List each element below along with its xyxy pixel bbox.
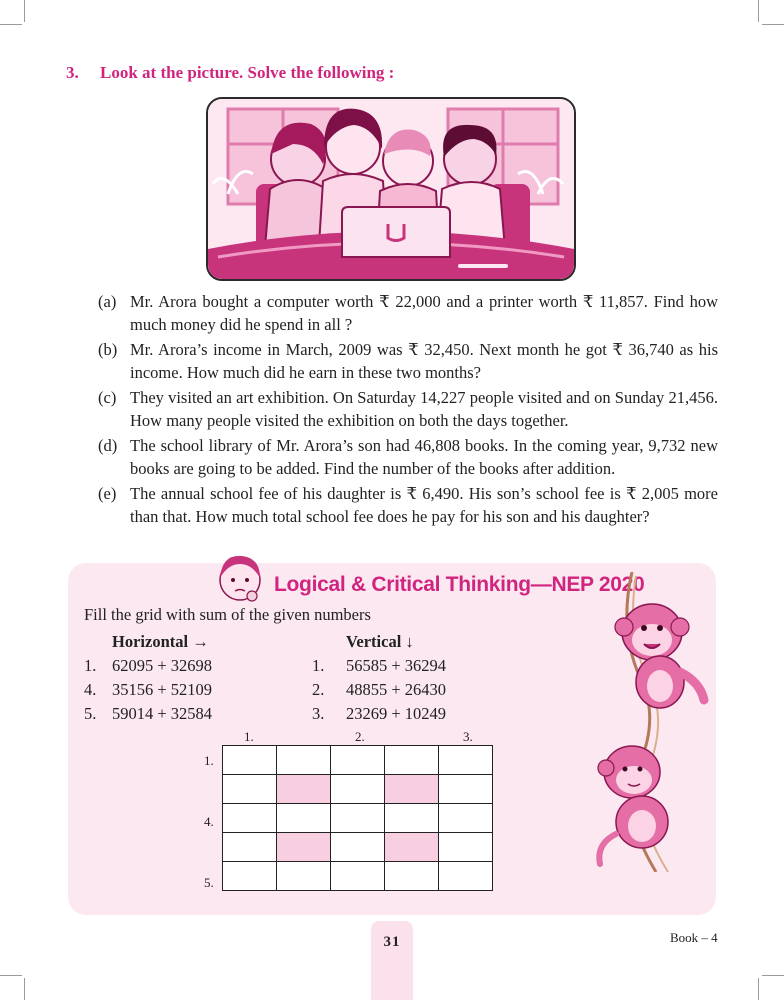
horizontal-clue xyxy=(84,680,212,700)
question-number: 3. xyxy=(66,63,79,82)
clue-number: 1. xyxy=(84,656,97,675)
question-heading xyxy=(66,63,394,83)
item-label: (b) xyxy=(98,340,118,359)
item-text: Mr. Arora’s income in March, 2009 was ₹ 32,450. Next month he got ₹ 36,740 as his income. How much did he earn in these two months? xyxy=(130,340,718,382)
grid-cell[interactable] xyxy=(439,833,493,862)
grid-cell[interactable] xyxy=(331,833,385,862)
horizontal-clue xyxy=(84,704,212,724)
grid-cell[interactable] xyxy=(331,746,385,775)
grid-cell[interactable] xyxy=(439,804,493,833)
grid-cell[interactable] xyxy=(331,862,385,891)
list-item xyxy=(98,386,718,432)
crop-mark xyxy=(24,978,25,1000)
clue-number: 3. xyxy=(312,704,325,723)
list-item xyxy=(98,434,718,480)
vertical-heading: Vertical ↓ xyxy=(346,632,414,651)
list-item xyxy=(98,482,718,528)
grid-cell-blocked xyxy=(277,775,331,804)
vertical-clue xyxy=(312,656,446,676)
monkey-icon xyxy=(592,572,716,872)
grid-cell-blocked xyxy=(385,833,439,862)
grid-column-label: 2. xyxy=(355,729,365,744)
clue-text: 48855 + 26430 xyxy=(346,680,447,699)
crop-mark xyxy=(758,0,759,22)
item-text: The annual school fee of his daughter is ₹ 6,490. His son’s school fee is ₹ 2,005 more than that. How much total school fee does he pay for his son and his daughter? xyxy=(130,484,718,526)
horizontal-clue xyxy=(84,656,212,676)
grid-cell-blocked xyxy=(385,775,439,804)
book-label: Book – 4 xyxy=(670,930,718,945)
item-label: (c) xyxy=(98,388,117,407)
grid-cell-blocked xyxy=(277,833,331,862)
thinking-girl-icon xyxy=(212,550,268,606)
grid-row-label: 4. xyxy=(204,814,214,829)
item-text: The school library of Mr. Arora’s son had 46,808 books. In the coming year, 9,732 new books are going to be added. Find the number of the books after addition. xyxy=(130,436,718,478)
clue-number: 5. xyxy=(84,704,97,723)
grid-row xyxy=(223,862,493,891)
grid-cell[interactable] xyxy=(277,804,331,833)
crop-mark xyxy=(0,975,22,976)
clue-text: 62095 + 32698 xyxy=(112,656,213,675)
crop-mark xyxy=(24,0,25,22)
list-item xyxy=(98,338,718,384)
grid-row xyxy=(223,775,493,804)
crop-mark xyxy=(758,978,759,1000)
grid-cell[interactable] xyxy=(223,775,277,804)
item-text: They visited an art exhibition. On Saturday 14,227 people visited and on Sunday 21,456. How many people visited the exhibition on both the days together. xyxy=(130,388,718,430)
list-item xyxy=(98,290,718,336)
item-label: (e) xyxy=(98,484,117,503)
grid-cell[interactable] xyxy=(223,862,277,891)
grid-cell[interactable] xyxy=(331,804,385,833)
crop-mark xyxy=(0,24,22,25)
grid-row-label: 5. xyxy=(204,875,214,890)
vertical-clue xyxy=(312,680,446,700)
grid-cell[interactable] xyxy=(385,746,439,775)
question-list xyxy=(98,290,718,530)
question-title: Look at the picture. Solve the following : xyxy=(100,63,395,82)
grid-column-label: 3. xyxy=(463,729,473,744)
page-tab xyxy=(371,921,413,1000)
grid-cell[interactable] xyxy=(439,775,493,804)
clue-number: 1. xyxy=(312,656,325,675)
grid-cell[interactable] xyxy=(277,862,331,891)
crop-mark xyxy=(762,975,784,976)
grid-cell[interactable] xyxy=(223,833,277,862)
grid-cell[interactable] xyxy=(385,804,439,833)
page-number: 31 xyxy=(383,934,401,950)
vertical-clue xyxy=(312,704,446,724)
grid-cell[interactable] xyxy=(223,746,277,775)
clue-text: 35156 + 52109 xyxy=(112,680,213,699)
crop-mark xyxy=(762,24,784,25)
grid-column-label: 1. xyxy=(244,729,254,744)
grid-cell[interactable] xyxy=(223,804,277,833)
grid-row xyxy=(223,833,493,862)
children-laptop-illustration xyxy=(206,97,576,281)
instruction: Fill the grid with sum of the given numbers xyxy=(84,605,371,624)
horizontal-heading: Horizontal → xyxy=(112,632,209,651)
grid-cell[interactable] xyxy=(277,746,331,775)
answer-grid xyxy=(222,745,493,891)
clue-text: 56585 + 36294 xyxy=(346,656,447,675)
clue-number: 4. xyxy=(84,680,97,699)
clue-number: 2. xyxy=(312,680,325,699)
grid-cell[interactable] xyxy=(439,746,493,775)
item-label: (d) xyxy=(98,436,118,455)
illustration-drawing xyxy=(208,99,574,279)
clue-text: 59014 + 32584 xyxy=(112,704,213,723)
grid-cell[interactable] xyxy=(385,862,439,891)
grid-cell[interactable] xyxy=(439,862,493,891)
item-label: (a) xyxy=(98,292,117,311)
grid-row-label: 1. xyxy=(204,753,214,768)
grid-cell[interactable] xyxy=(331,775,385,804)
grid-row xyxy=(223,804,493,833)
section-title: Logical & Critical Thinking—NEP 2020 xyxy=(274,573,645,596)
clue-text: 23269 + 10249 xyxy=(346,704,447,723)
grid-row xyxy=(223,746,493,775)
item-text: Mr. Arora bought a computer worth ₹ 22,000 and a printer worth ₹ 11,857. Find how much money did he spend in all ? xyxy=(130,292,718,334)
